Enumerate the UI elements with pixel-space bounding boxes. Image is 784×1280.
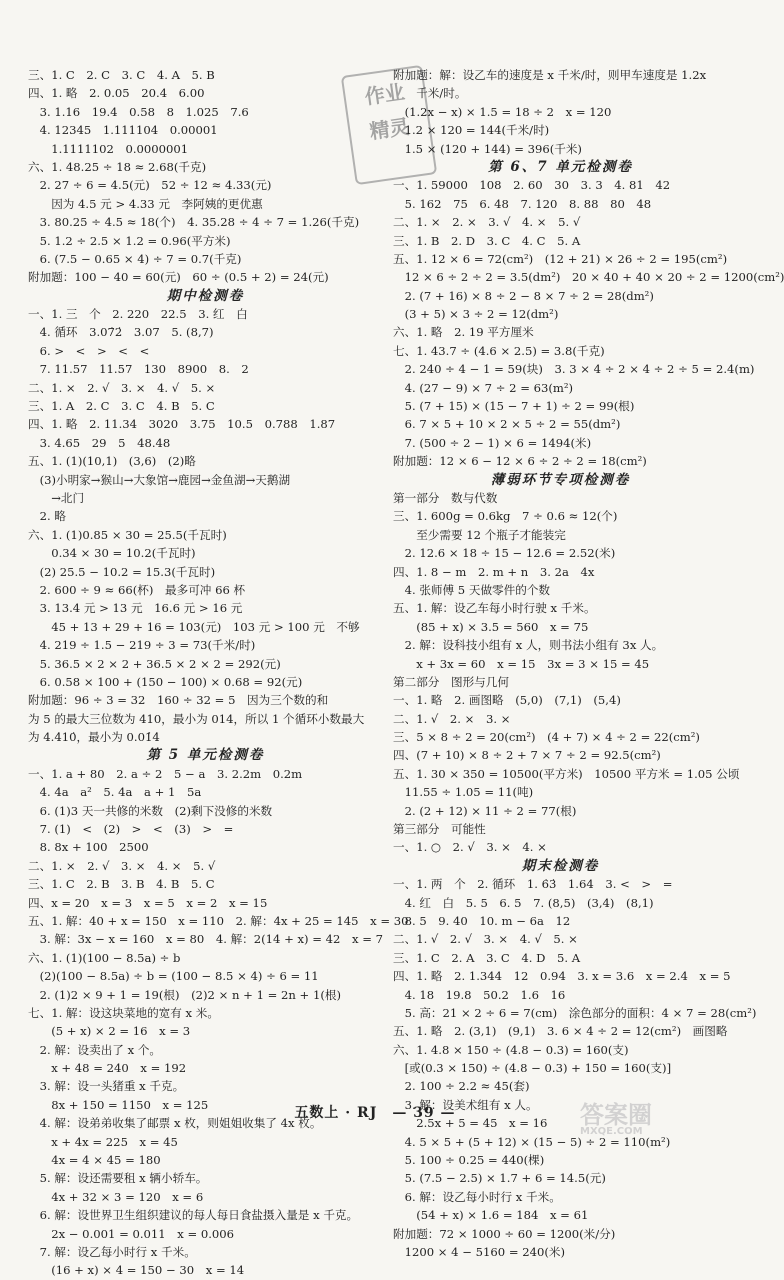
answer-line: x + 4x = 225 x = 45 [28, 1134, 178, 1149]
answer-line: (54 + x) × 1.6 = 184 x = 61 [393, 1208, 589, 1223]
answer-line: 五、1. 解：40 + x = 150 x = 110 2. 解：4x + 25 = 145 x = 30 [28, 913, 409, 928]
answer-line: 三、1. 600g = 0.6kg 7 ÷ 0.6 ≈ 12(个) [393, 509, 618, 524]
right-column [393, 66, 784, 1261]
answer-line: 附加题：100 − 40 = 60(元) 60 ÷ (0.5 + 2) = 24(元) [28, 270, 329, 285]
answer-line: (16 + x) × 4 = 150 − 30 x = 14 [28, 1263, 245, 1278]
answer-line: 五、1. 解：设乙车每小时行驶 x 千米。 [393, 601, 596, 616]
answer-line: 4. 5 × 5 + (5 + 12) × (15 − 5) ÷ 2 = 110(m²) [393, 1134, 671, 1149]
answer-line: 至少需要 12 个瓶子才能装完 [393, 527, 566, 542]
answer-line: 3. 解：设一头猪重 x 千克。 [28, 1079, 185, 1094]
answer-line: x + 3x = 60 x = 15 3x = 3 × 15 = 45 [393, 656, 650, 671]
answer-line: 6. (7.5 − 0.65 × 4) ÷ 7 = 0.7(千克) [28, 251, 242, 266]
answer-line: 7. 解：设乙每小时行 x 千米。 [28, 1245, 196, 1259]
answer-line: (85 + x) × 3.5 = 560 x = 75 [393, 619, 589, 634]
answer-line: 千米/时。 [393, 86, 467, 101]
answer-line: 2. 略 [28, 509, 66, 524]
answer-line: 1.2 × 120 = 144(千米/时) [393, 123, 550, 138]
answer-line: 一、1. ○ 2. √ 3. × 4. × [393, 840, 547, 855]
answer-line: 0.34 × 30 = 10.2(千瓦时) [28, 546, 196, 561]
section-heading: 期末检测卷 [521, 857, 600, 874]
answer-line: 五、1. (1)(10,1) (3,6) (2)略 [28, 454, 196, 469]
answer-line: 2. 27 ÷ 6 = 4.5(元) 52 ÷ 12 ≈ 4.33(元) [28, 178, 272, 193]
answer-line: 8. 5 9. 40 10. m − 6a 12 [393, 913, 571, 928]
answer-line: 一、1. 略 2. 画图略 (5,0) (7,1) (5,4) [393, 693, 621, 708]
answer-line: 2. 12.6 × 18 ÷ 15 − 12.6 = 2.52(米) [393, 546, 616, 561]
answer-line: [或(0.3 × 150) ÷ (4.8 − 0.3) + 150 = 160(支)] [393, 1061, 672, 1076]
answer-line: 七、1. 解：设这块菜地的宽有 x 米。 [28, 1005, 219, 1020]
section-heading: 第 5 单元检测卷 [146, 747, 265, 764]
answer-line: 四、(7 + 10) × 8 ÷ 2 + 7 × 7 ÷ 2 = 92.5(cm²) [393, 748, 661, 763]
answer-line: 第三部分 可能性 [393, 822, 486, 837]
answer-line: 4. 张师傅 5 天做零件的个数 [393, 582, 551, 597]
answer-line: 二、1. × 2. × 3. √ 4. × 5. √ [393, 215, 581, 230]
answer-line: 三、1. C 2. B 3. B 4. B 5. C [28, 877, 215, 892]
answer-line: 5. 高：21 × 2 ÷ 6 = 7(cm) 涂色部分的面积：4 × 7 = 28(cm²) [393, 1005, 757, 1020]
answer-line: 因为 4.5 元 > 4.33 元 李阿姨的更优惠 [28, 196, 263, 211]
logo-watermark-text: 答案圈 [580, 1101, 652, 1129]
answer-line: 6. > < > < < [28, 343, 150, 358]
answer-line: 一、1. a + 80 2. a ÷ 2 5 − a 3. 2.2m 0.2m [28, 766, 303, 781]
answer-line: 7. (1) < (2) > < (3) > = [28, 822, 234, 837]
answer-line: 3. 解：3x − x = 160 x = 80 4. 解：2(14 + x) = 42 x = 7 [28, 932, 384, 947]
answer-line: 3. 80.25 ÷ 4.5 ≈ 18(个) 4. 35.28 ÷ 4 ÷ 7 = 1.26(千克) [28, 215, 360, 230]
answer-line: 附加题：72 × 1000 ÷ 60 = 1200(米/分) [393, 1226, 616, 1241]
answer-line: 4. 解：设弟弟收集了邮票 x 枚，则姐姐收集了 4x 枚。 [28, 1116, 322, 1131]
answer-line: (1.2x − x) × 1.5 = 18 ÷ 2 x = 120 [393, 104, 612, 119]
answer-line: 4. 18 19.8 50.2 1.6 16 [393, 987, 566, 1002]
answer-line: 7. (500 ÷ 2 − 1) × 6 = 1494(米) [393, 435, 592, 450]
answer-line: 5. 36.5 × 2 × 2 + 36.5 × 2 × 2 = 292(元) [28, 656, 281, 671]
answer-line: 附加题：12 × 6 − 12 × 6 ÷ 2 ÷ 2 = 18(cm²) [393, 454, 647, 469]
answer-line: 6. 解：设乙每小时行 x 千米。 [393, 1189, 561, 1204]
answer-line: 四、x = 20 x = 3 x = 5 x = 2 x = 15 [28, 895, 268, 910]
answer-line: (2)(100 − 8.5a) ÷ b = (100 − 8.5 × 4) ÷ 6 = 11 [28, 969, 319, 984]
answer-line: (3 + 5) × 3 ÷ 2 = 12(dm²) [393, 307, 559, 322]
answer-line: 一、1. 59000 108 2. 60 30 3. 3 4. 81 42 [393, 178, 671, 193]
answer-line: 三、5 × 8 ÷ 2 = 20(cm²) (4 + 7) × 4 ÷ 2 = 22(cm²) [393, 730, 700, 745]
answer-line: 2. 100 ÷ 2.2 ≈ 45(套) [393, 1079, 530, 1094]
logo-watermark-url: MXQE.COM [580, 1126, 643, 1137]
answer-line: 六、1. 48.25 ÷ 18 ≈ 2.68(千克) [28, 159, 207, 174]
answer-line: 五、1. 30 × 350 = 10500(平方米) 10500 平方米 = 1.05 公顷 [393, 766, 740, 781]
answer-line: 六、1. (1)0.85 × 30 = 25.5(千瓦时) [28, 527, 227, 542]
answer-line: 六、1. 4.8 × 150 ÷ (4.8 − 0.3) = 160(支) [393, 1042, 629, 1057]
answer-line: 2. (7 + 16) × 8 ÷ 2 − 8 × 7 ÷ 2 = 28(dm²) [393, 288, 654, 303]
answer-line: 3. 解：设美术组有 x 人。 [393, 1097, 538, 1112]
answer-line: 2. (2 + 12) × 11 ÷ 2 = 77(根) [393, 803, 577, 818]
answer-line: 五、1. 12 × 6 = 72(cm²) (12 + 21) × 26 ÷ 2 = 195(cm²) [393, 251, 728, 266]
answer-line: 七、1. 43.7 ÷ (4.6 × 2.5) = 3.8(千克) [393, 343, 605, 358]
answer-line: 二、1. √ 2. × 3. × [393, 711, 511, 726]
answer-line: 11.55 ÷ 1.05 = 11(吨) [393, 785, 534, 800]
answer-line: 6. 0.58 × 100 + (150 − 100) × 0.68 = 92(元) [28, 674, 303, 689]
stamp-line2: 精灵 [368, 114, 412, 144]
answer-line: 三、1. B 2. D 3. C 4. C 5. A [393, 233, 581, 248]
answer-line: 4. 4a a² 5. 4a a + 1 5a [28, 785, 202, 800]
answer-line: 5. 162 75 6. 48 7. 120 8. 88 80 48 [393, 196, 652, 211]
section-heading: 期中检测卷 [166, 287, 245, 304]
answer-line: 8x + 150 = 1150 x = 125 [28, 1097, 209, 1112]
answer-line: 2. 240 ÷ 4 − 1 = 59(块) 3. 3 × 4 ÷ 2 × 4 ÷ 2 ÷ 5 = 2.4(m) [393, 362, 755, 377]
answer-line: 4. 12345 1.111104 0.00001 [28, 123, 218, 138]
answer-line: 45 + 13 + 29 + 16 = 103(元) 103 元 > 100 元 不够 [28, 619, 360, 634]
answer-line: x + 48 = 240 x = 192 [28, 1061, 187, 1076]
answer-line: 二、1. √ 2. √ 3. × 4. √ 5. × [393, 932, 578, 947]
answer-line: 4. 红 白 5. 5 6. 5 7. (8,5) (3,4) (8,1) [393, 895, 654, 910]
answer-line: 5. 100 ÷ 0.25 = 440(棵) [393, 1153, 545, 1168]
answer-line: 为 4.4̇10̇，最小为 0.01̇4̇ [28, 730, 160, 745]
section-heading: 薄弱环节专项检测卷 [490, 471, 631, 488]
logo-watermark [580, 1095, 730, 1135]
answer-line: 3. 1.16 19.4 0.58 8 1.025 7.6 [28, 104, 249, 119]
answer-line: 一、1. 两 个 2. 循环 1. 6̇3̇ 1.64 3. < > = [393, 877, 673, 892]
answer-line: 四、1. 略 2. 1.344 12 0.94 3. x = 3.6 x = 2.4 x = 5 [393, 969, 731, 984]
answer-line: 4x = 4 × 45 = 180 [28, 1153, 161, 1168]
answer-line: 附加题：96 ÷ 3 = 32 160 ÷ 32 = 5 因为三个数的和 [28, 693, 329, 708]
answer-line: 一、1. 三 个 2. 220 22.5 3. 红 白 [28, 307, 248, 322]
answer-line: 二、1. × 2. √ 3. × 4. √ 5. × [28, 380, 216, 395]
stamp-line1: 作业 [363, 79, 407, 109]
answer-line: 二、1. × 2. √ 3. × 4. × 5. √ [28, 858, 216, 873]
answer-line: (5 + x) × 2 = 16 x = 3 [28, 1024, 191, 1039]
answer-line: 7. 11.57 11.57 130 8900 8. 2 [28, 362, 249, 377]
answer-line: →北门 [28, 490, 85, 505]
answer-line: 6. 7 × 5 + 10 × 2 × 5 ÷ 2 = 55(dm²) [393, 417, 621, 432]
answer-line: 2. 600 ÷ 9 ≈ 66(杯) 最多可冲 66 杯 [28, 582, 246, 597]
answer-line: 5. 解：设还需要租 x 辆小轿车。 [28, 1171, 208, 1186]
answer-line: 6. 解：设世界卫生组织建议的每人每日食盐摄入量是 x 千克。 [28, 1208, 359, 1223]
answer-line: 1.1111102 0.0000001 [28, 141, 189, 156]
page-footer: 五数上 · RJ — 39 — [294, 1105, 456, 1121]
answer-line: 六、1. (1)(100 − 8.5a) ÷ b [28, 950, 181, 965]
answer-line: 2x − 0.001 = 0.011 x = 0.006 [28, 1226, 235, 1241]
answer-line: 第二部分 图形与几何 [393, 674, 509, 689]
answer-line: 五、1. 略 2. (3,1) (9,1) 3. 6 × 4 ÷ 2 = 12(cm²) 画图略 [393, 1024, 728, 1039]
answer-line: 2. (1)2 × 9 + 1 = 19(根) (2)2 × n + 1 = 2n + 1(根) [28, 987, 341, 1002]
answer-line: 8. 8x + 100 2500 [28, 840, 149, 855]
answer-line: 六、1. 略 2. 19 平方厘米 [393, 325, 534, 340]
answer-line: 4. 219 ÷ 1.5 − 219 ÷ 3 = 73(千米/时) [28, 638, 256, 653]
answer-line: 5. (7.5 − 2.5) × 1.7 + 6 = 14.5(元) [393, 1171, 606, 1186]
answer-line: (3)小明家→猴山→大象馆→鹿园→金鱼湖→天鹅湖 [28, 472, 291, 487]
answer-line: 2. 解：设卖出了 x 个。 [28, 1042, 162, 1057]
answer-line: 第一部分 数与代数 [393, 490, 498, 505]
answer-line: 三、1. C 2. C 3. C 4. A 5. B [28, 68, 215, 82]
answer-line: 12 × 6 ÷ 2 ÷ 2 = 3.5(dm²) 20 × 40 + 40 × 20 ÷ 2 = 1200(cm²) [393, 270, 784, 285]
answer-line: 1200 × 4 − 5160 = 240(米) [393, 1245, 566, 1259]
answer-line: 4x + 32 × 3 = 120 x = 6 [28, 1189, 204, 1204]
answer-line: 2. 解：设科技小组有 x 人，则书法小组有 3x 人。 [393, 638, 664, 653]
answer-line: 三、1. A 2. C 3. C 4. B 5. C [28, 399, 215, 414]
section-heading: 第 6、7 单元检测卷 [488, 158, 633, 175]
answer-line: 3. 4.65 29 5 48.48 [28, 435, 171, 450]
answer-line: 四、1. 8 − m 2. m + n 3. 2a 4x [393, 564, 595, 579]
answer-line: 三、1. C 2. A 3. C 4. D 5. A [393, 950, 581, 965]
answer-line: 5. 1.2 ÷ 2.5 × 1.2 = 0.96(平方米) [28, 233, 231, 248]
answer-line: 4. (27 − 9) × 7 ÷ 2 = 63(m²) [393, 380, 574, 395]
answer-line: 5. (7 + 15) × (15 − 7 + 1) ÷ 2 = 99(根) [393, 399, 635, 414]
answer-line: 附加题：解：设乙车的速度是 x 千米/时，则甲车速度是 1.2x [393, 68, 707, 82]
answer-line: 1.5 × (120 + 144) = 396(千米) [393, 141, 582, 156]
answer-line: 四、1. 略 2. 11.34 3020 3.75 10.5 0.788 1.87 [28, 417, 336, 432]
answer-line: 6. (1)3 天一共修的米数 (2)剩下没修的米数 [28, 803, 273, 818]
answer-line: 3. 13.4 元 > 13 元 16.6 元 > 16 元 [28, 601, 243, 616]
answer-line: (2) 25.5 − 10.2 = 15.3(千瓦时) [28, 564, 216, 579]
answer-line: 2.5x + 5 = 45 x = 16 [393, 1116, 548, 1131]
answer-line: 为 5 的最大三位数为 410，最小为 014，所以 1 个循环小数最大 [28, 711, 365, 726]
answer-line: 4. 循环 3.07̇2̇ 3.07 5. (8,7) [28, 325, 214, 340]
answer-line: 四、1. 略 2. 0.05 20.4 6.00 [28, 86, 205, 101]
